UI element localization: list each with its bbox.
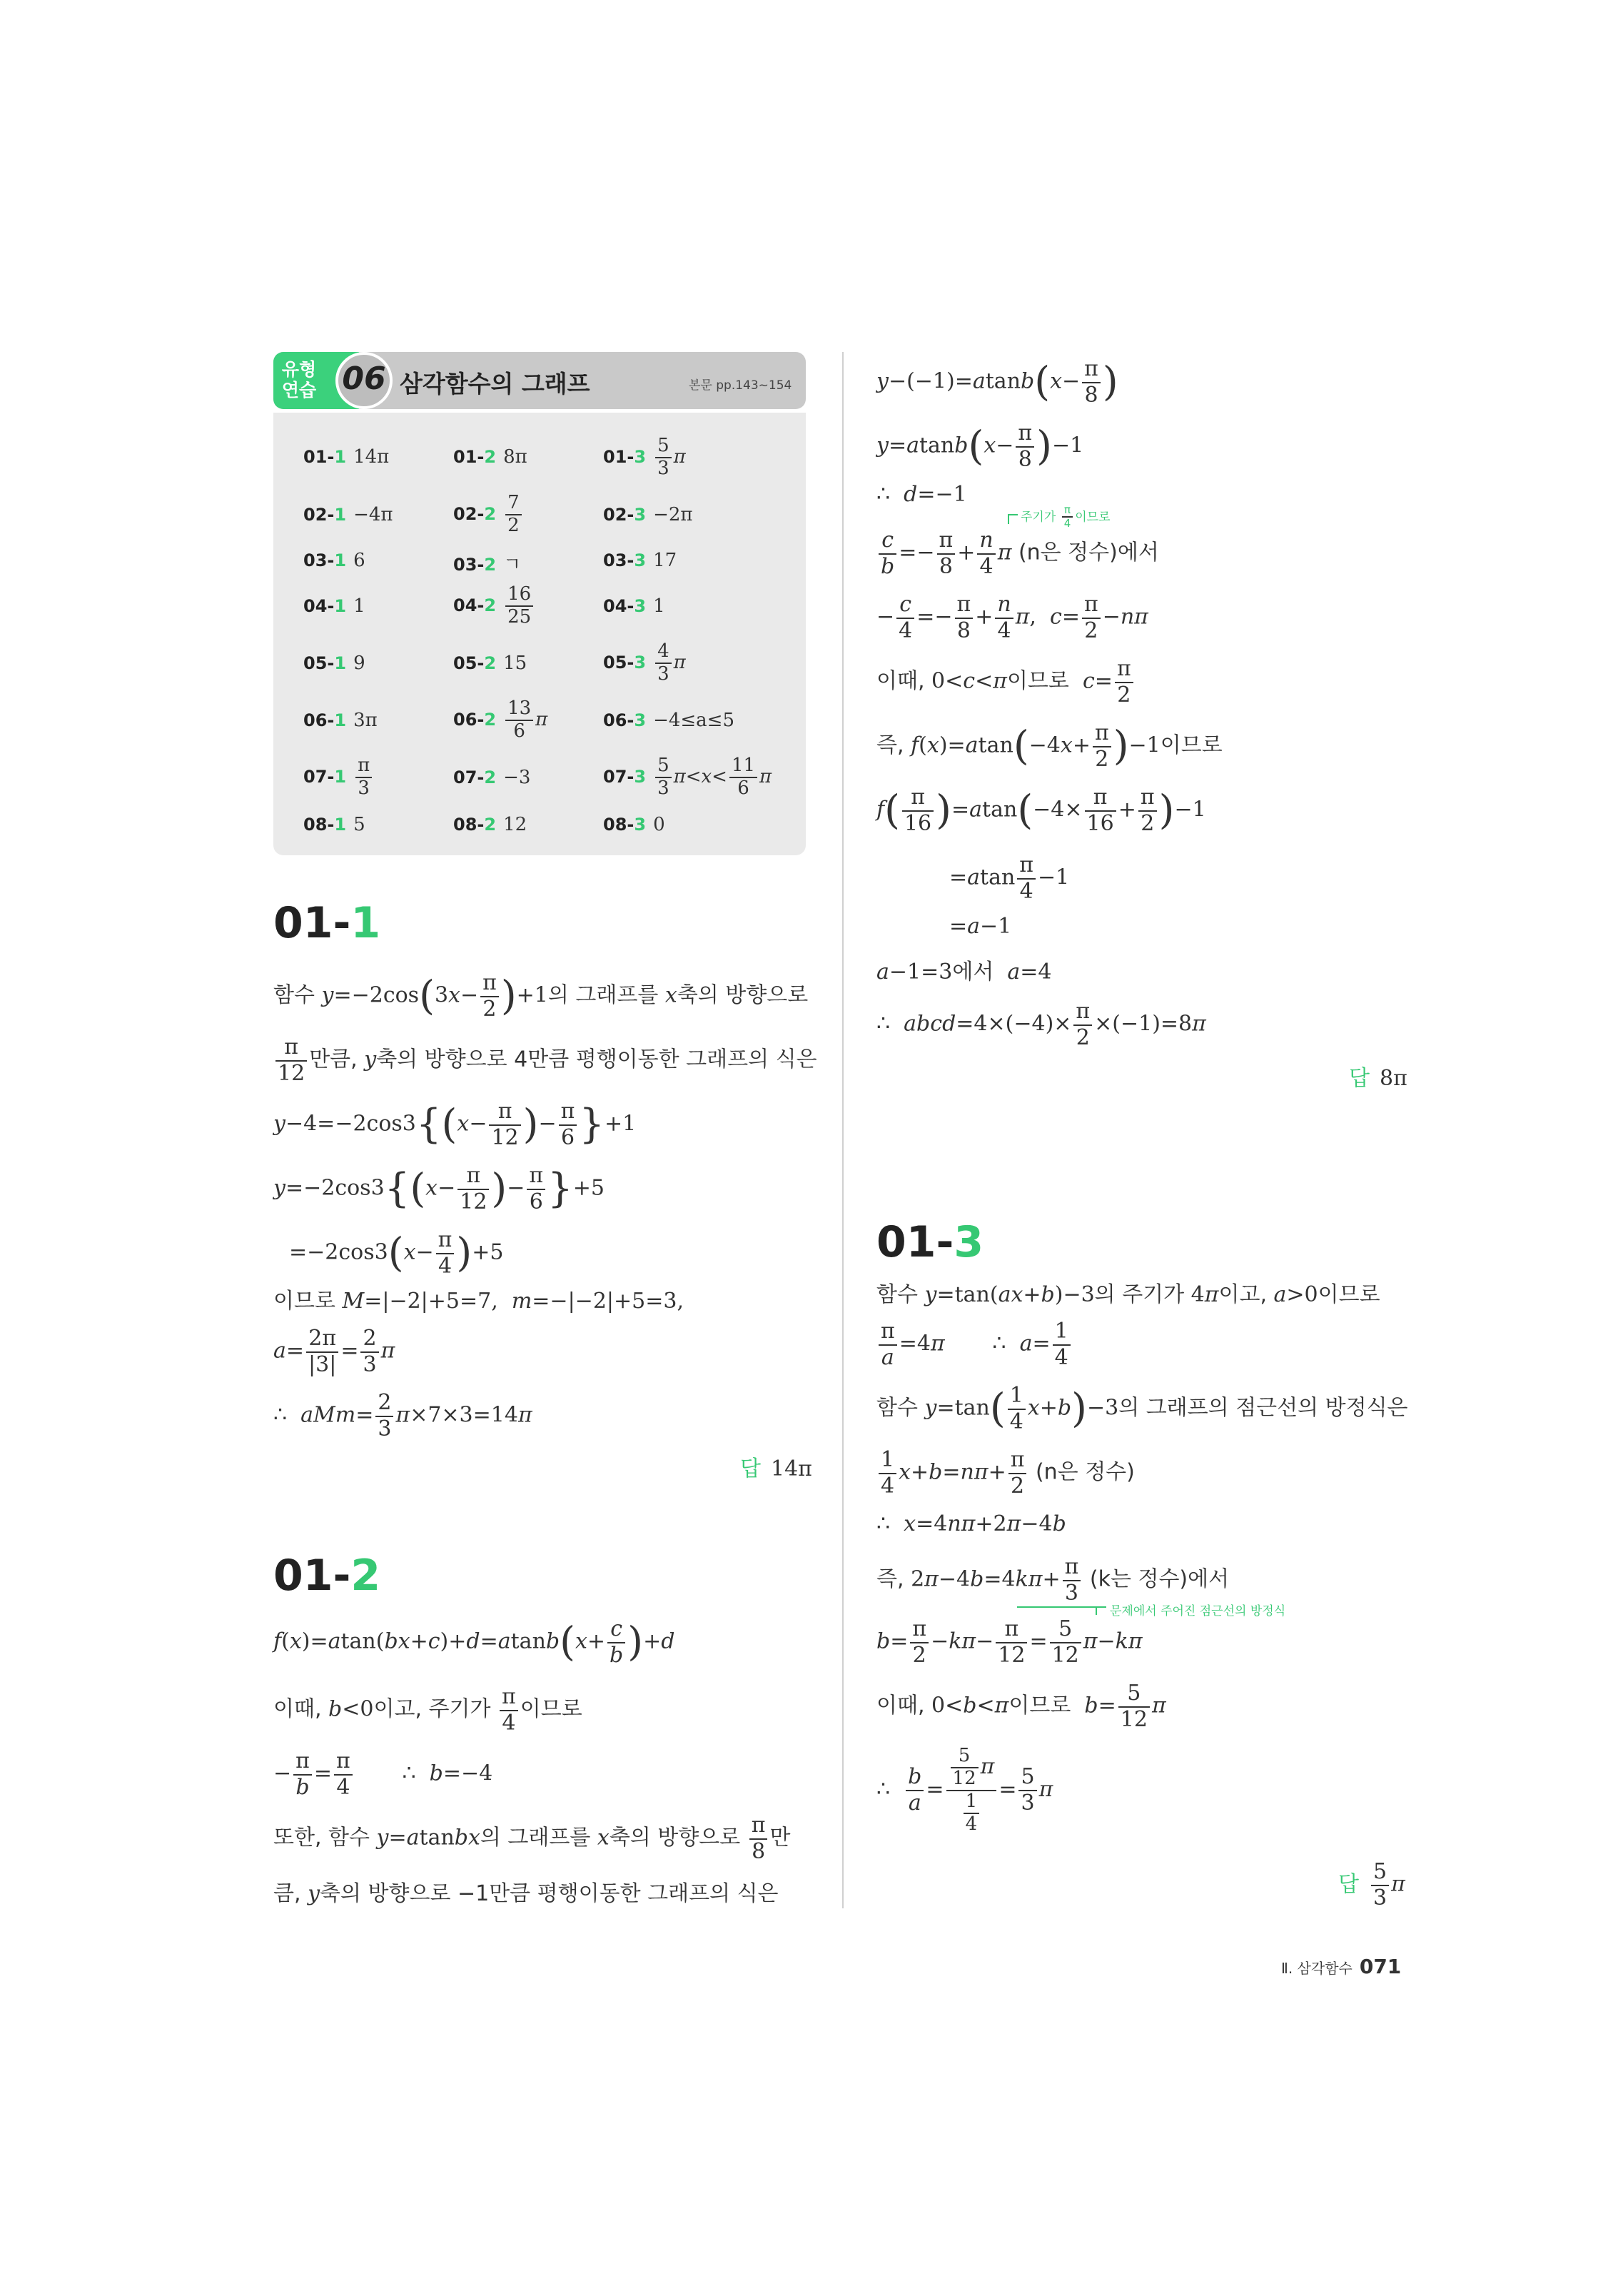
solution-line: 함수 y=tan( $\frac{1}{4}$ x+b)−3의 그래프의 점근선의 방정식은 <box>876 1383 1408 1434</box>
solution-line: y−(−1)=atanb(x− $\frac{\pi}{8}$ ) <box>876 356 1118 408</box>
answer-item: 07-3 $\frac{5}{3}$ π<x< $\frac{11}{6}$ π <box>603 755 772 799</box>
solution-line: ∴ $\frac{b}{a}$ = $\frac{5}{12}$ π $\frac{1}{4}$ = $\frac{5}{3}$ π <box>876 1745 1053 1835</box>
solution-line: y=atanb(x− $\frac{\pi}{8}$ )−1 <box>876 421 1084 472</box>
answer-item: 03-2 ㄱ <box>453 554 522 575</box>
problem-heading-01-1: 01-1 <box>273 898 381 948</box>
answer-item: 06-1 3π <box>303 710 378 731</box>
answer-item: 06-3 −4≤a≤5 <box>603 710 735 731</box>
tag-line-1: 유형 <box>281 359 317 380</box>
page-reference: 본문 pp.143~154 <box>689 378 792 393</box>
solution-line: a= $\frac{2\pi}{|3|}$ = $\frac{2}{3}$ π <box>273 1326 395 1377</box>
answer-item: 02-3 −2π <box>603 504 693 525</box>
annotation-bracket <box>1008 514 1009 524</box>
solution-line: f(x)=atan(bx+c)+d=atanb(x+ $\frac{c}{b}$ )+d <box>273 1616 675 1668</box>
page-number: 071 <box>1359 1955 1402 1978</box>
solution-line: 함수 y=tan(ax+b)−3의 주기가 4π이고, a>0이므로 <box>876 1282 1380 1307</box>
solution-line: $\frac{\pi}{a}$ =4π ∴ a= $\frac{1}{4}$ <box>876 1319 1073 1370</box>
solution-line: 즉, f(x)=atan(−4x+ $\frac{\pi}{2}$ )−1이므로 <box>876 720 1223 772</box>
annotation-note: 문제에서 주어진 점근선의 방정식 <box>1110 1604 1286 1618</box>
answer-01-2: 답 8π <box>1349 1066 1407 1091</box>
problem-heading-01-3: 01-3 <box>876 1217 984 1267</box>
page-footer <box>1281 1955 1401 1978</box>
answer-item: 03-3 17 <box>603 550 677 571</box>
solution-line: 즉, 2π−4b=4kπ+ $\frac{\pi}{3}$ (k는 정수)에서 <box>876 1554 1230 1606</box>
answer-item: 05-1 9 <box>303 653 365 674</box>
solution-line: ∴ d=−1 <box>876 482 967 507</box>
solution-line: =a−1 <box>949 914 1012 939</box>
answer-item: 04-1 1 <box>303 595 365 617</box>
answer-item: 04-3 1 <box>603 595 665 617</box>
solution-line: y−4=−2cos3{(x− $\frac{\pi}{12}$ )− $\frac{\pi}{6}$ }+1 <box>273 1099 637 1150</box>
solution-line: 이때, 0<c<π이므로 c= $\frac{\pi}{2}$ <box>876 657 1136 708</box>
answer-item: 03-1 6 <box>303 550 365 571</box>
answer-item: 07-1 $\frac{\pi}{3}$ <box>303 755 374 800</box>
answer-item: 01-1 14π <box>303 446 390 468</box>
solution-line: 이때, 0<b<π이므로 b= $\frac{5}{12}$ π <box>876 1681 1166 1732</box>
tag-line-2: 연습 <box>281 380 317 401</box>
answer-item: 02-1 −4π <box>303 504 393 525</box>
solution-line: 함수 y=−2cos(3x− $\frac{\pi}{2}$ )+1의 그래프를 x축의 방향으로 <box>273 970 809 1022</box>
solution-line: ∴ abcd=4×(−4)× $\frac{\pi}{2}$ ×(−1)=8π <box>876 999 1206 1050</box>
chapter-label: Ⅱ. 삼각함수 <box>1281 1960 1352 1977</box>
solution-line: y=−2cos3{(x− $\frac{\pi}{12}$ )− $\frac{\pi}{6}$ }+5 <box>273 1163 605 1214</box>
annotation-bracket <box>1017 1606 1106 1608</box>
unit-number: 06 <box>342 361 386 397</box>
annotation-note: 주기가 $\frac{\pi}{4}$ 이므로 <box>1021 503 1111 530</box>
solution-line: − $\frac{\pi}{b}$ = $\frac{\pi}{4}$ ∴ b=−4 <box>273 1748 493 1800</box>
column-divider <box>842 352 844 1908</box>
answer-item: 08-1 5 <box>303 814 365 835</box>
answer-item: 05-3 $\frac{4}{3}$ π <box>603 640 686 685</box>
solution-line: =atan $\frac{\pi}{4}$ −1 <box>949 852 1070 904</box>
answer-item: 05-2 15 <box>453 653 527 674</box>
solution-line: ∴ aMm= $\frac{2}{3}$ π×7×3=14π <box>273 1390 532 1441</box>
answer-item: 01-2 8π <box>453 446 527 468</box>
answer-item: 04-2 $\frac{16}{25}$ <box>453 584 535 628</box>
answer-01-3: 답 $\frac{5}{3}$ π <box>1338 1859 1405 1910</box>
answer-item: 08-2 12 <box>453 814 527 835</box>
annotation-bracket <box>1008 514 1018 515</box>
solution-line: 이때, b<0이고, 주기가 $\frac{\pi}{4}$ 이므로 <box>273 1684 582 1736</box>
answer-item: 01-3 $\frac{5}{3}$ π <box>603 435 686 479</box>
unit-title: 삼각함수의 그래프 <box>400 370 590 398</box>
solution-line: $\frac{1}{4}$ x+b=nπ+ $\frac{\pi}{2}$ (n은 정수) <box>876 1448 1135 1499</box>
answer-01-1: 답 14π <box>740 1456 812 1481</box>
solution-line: 또한, 함수 y=atanbx의 그래프를 x축의 방향으로 $\frac{\pi}{8}$ 만 <box>273 1813 791 1864</box>
solution-line: 이므로 M=|−2|+5=7, m=−|−2|+5=3, <box>273 1289 684 1314</box>
solution-line: b= $\frac{\pi}{2}$ −kπ− $\frac{\pi}{12}$ = $\frac{5}{12}$ π−kπ <box>876 1616 1143 1668</box>
solution-line: f( $\frac{\pi}{16}$ )=atan(−4× $\frac{\pi}{16}$ + $\frac{\pi}{2}$ )−1 <box>876 785 1206 836</box>
answer-item: 08-3 0 <box>603 814 665 835</box>
solution-line: 큼, y축의 방향으로 −1만큼 평행이동한 그래프의 식은 <box>273 1881 779 1906</box>
solution-line: − $\frac{c}{4}$ =− $\frac{\pi}{8}$ + $\frac{n}{4}$ π, c= $\frac{\pi}{2}$ −nπ <box>876 592 1148 643</box>
annotation-bracket <box>1096 1608 1097 1615</box>
solution-line: $\frac{c}{b}$ =− $\frac{\pi}{8}$ + $\frac{n}{4}$ π (n은 정수)에서 <box>876 528 1159 579</box>
solution-line: $\frac{\pi}{12}$ 만큼, y축의 방향으로 4만큼 평행이동한 그래프의 식은 <box>273 1035 817 1086</box>
solution-line: ∴ x=4nπ+2π−4b <box>876 1511 1066 1536</box>
answer-item: 02-2 $\frac{7}{2}$ <box>453 493 524 537</box>
answer-item: 06-2 $\frac{13}{6}$ π <box>453 698 548 742</box>
answer-item: 07-2 −3 <box>453 767 531 788</box>
solution-line: a−1=3에서 a=4 <box>876 960 1052 985</box>
solution-line: =−2cos3(x− $\frac{\pi}{4}$ )+5 <box>289 1227 504 1279</box>
problem-heading-01-2: 01-2 <box>273 1551 381 1601</box>
